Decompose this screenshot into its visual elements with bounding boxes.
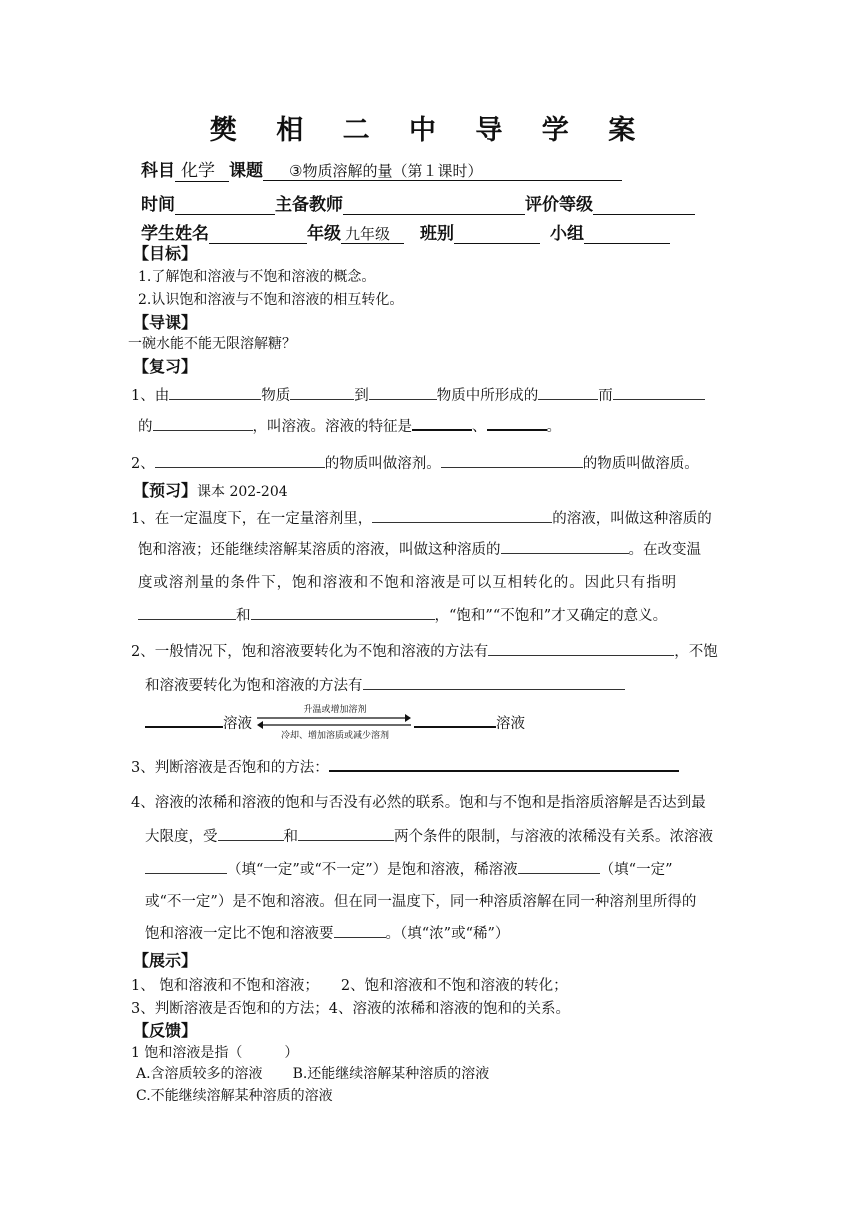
p1-blank-1[interactable] (372, 508, 552, 523)
p4-l2-text-a: 大限度，受 (145, 829, 218, 845)
p2-l2-text: 和溶液要转化为饱和溶液的方法有 (145, 678, 363, 694)
p2-blank-2[interactable] (363, 675, 625, 690)
option-c[interactable]: C.不能继续溶解某种溶质的溶液 (136, 1088, 333, 1104)
grade-eval-field[interactable] (593, 197, 695, 215)
review-heading: 【复习】 (133, 357, 198, 376)
q1-blank-2[interactable] (290, 385, 354, 400)
subject-label: 科目 (141, 161, 175, 181)
time-field[interactable] (175, 197, 275, 215)
preview-p4-line3 (145, 858, 672, 879)
goal-item-1: 1.了解饱和溶液与不饱和溶液的概念。 (138, 269, 376, 285)
p2-blank-1[interactable] (488, 641, 674, 656)
q1-blank-3[interactable] (369, 385, 437, 400)
conversion-right-label: 溶液 (496, 716, 525, 732)
preview-heading: 【预习】 (133, 481, 198, 500)
intro-heading: 【导课】 (133, 313, 198, 332)
q2-blank-1[interactable] (155, 453, 325, 468)
teacher-field[interactable] (343, 197, 525, 215)
subject-value[interactable]: 化学 (175, 161, 229, 182)
class-field[interactable] (454, 226, 540, 244)
p4-l3-text-a: （填“一定”或“不一定”）是饱和溶液，稀溶液 (227, 862, 518, 878)
p1-l2-text-b: 。在改变温 (628, 542, 701, 558)
header-time-row (141, 190, 695, 215)
p4-l5-text-a: 饱和溶液一定比不饱和溶液要 (145, 926, 334, 942)
intro-text: 一碗水能不能无限溶解糖？ (128, 336, 296, 352)
display-line2: 3、判断溶液是否饱和的方法；4、溶液的浓稀和溶液的饱和的关系。 (131, 1001, 570, 1017)
conversion-left-blank[interactable] (145, 712, 223, 728)
q1-line2-prefix: 的 (138, 419, 153, 435)
backward-arrowhead (257, 721, 263, 729)
display-item-2: 2、饱和溶液和不饱和溶液的转化； (340, 978, 568, 994)
topic-value[interactable]: ③物质溶解的量（第１课时） (263, 162, 622, 181)
forward-arrowhead (405, 714, 411, 722)
q1-blank-7[interactable] (412, 415, 472, 431)
p4-l5-text-b: 。（填“浓”或“稀”） (385, 926, 510, 942)
p4-blank-3[interactable] (145, 859, 227, 874)
arrow-bottom-label: 冷却、增加溶质或减少溶剂 (280, 731, 390, 741)
option-b[interactable]: B.还能继续溶解某种溶质的溶液 (292, 1066, 490, 1082)
group-label: 小组 (550, 224, 585, 244)
p4-blank-4[interactable] (518, 859, 600, 874)
display-line1 (131, 974, 568, 995)
class-label: 班别 (420, 224, 455, 244)
p1-l1-text-b: 的溶液，叫做这种溶质的 (552, 511, 712, 527)
p2-l1-text-a: 2、一般情况下，饱和溶液要转化为不饱和溶液的方法有 (131, 644, 489, 660)
p4-blank-5[interactable] (334, 923, 386, 938)
grade-value[interactable]: 九年级 (341, 225, 404, 244)
p4-blank-2[interactable] (298, 826, 394, 841)
preview-p4-line5 (145, 922, 509, 943)
q1-text-b: 到 (354, 388, 369, 404)
q2-prefix: 2、 (131, 456, 155, 472)
p1-blank-2[interactable] (501, 539, 629, 554)
review-q1-line2 (138, 415, 561, 436)
p1-blank-4[interactable] (251, 605, 435, 620)
teacher-label: 主备教师 (275, 195, 343, 215)
conversion-arrows (255, 702, 415, 742)
header-subject-row (141, 156, 622, 181)
q2-text-a: 的物质叫做溶剂。 (324, 456, 441, 472)
q1-line2-text: ，叫溶液。溶液的特征是 (252, 419, 412, 435)
grade-label: 年级 (307, 224, 341, 244)
group-field[interactable] (584, 226, 670, 244)
display-heading: 【展示】 (133, 951, 198, 970)
q1-blank-8[interactable] (487, 415, 547, 431)
preview-p2-line1 (131, 640, 718, 661)
p1-l1-text-a: 1、在一定温度下，在一定量溶剂里， (131, 511, 373, 527)
preview-p1-line1 (131, 507, 712, 528)
goal-item-2: 2.认识饱和溶液与不饱和溶液的相互转化。 (138, 292, 404, 308)
goals-heading: 【目标】 (133, 244, 198, 263)
q1-prefix: 1、由 (131, 388, 170, 404)
q1-text-c: 物质中所形成的 (436, 388, 539, 404)
q1-text-d: 而 (598, 388, 613, 404)
p2-l1-text-b: ，不饱 (674, 644, 718, 660)
preview-p1-line4 (138, 604, 667, 625)
p4-blank-1[interactable] (218, 826, 284, 841)
conversion-left (145, 712, 252, 733)
q1-blank-5[interactable] (613, 385, 705, 400)
q1-end: 。 (546, 419, 561, 435)
q2-text-b: 的物质叫做溶质。 (582, 456, 699, 472)
q1-blank-1[interactable] (169, 385, 261, 400)
preview-heading-row (133, 478, 288, 501)
p3-text: 3、判断溶液是否饱和的方法： (131, 760, 329, 776)
display-item-1: 1、 饱和溶液和不饱和溶液； (131, 978, 319, 994)
p4-l3-text-b: （填“一定” (599, 862, 673, 878)
review-q1-line1 (131, 384, 705, 405)
conversion-right-blank[interactable] (414, 712, 496, 728)
preview-ref: 课本 202-204 (197, 484, 288, 500)
document-title: 樊 相 二 中 导 学 案 (209, 115, 651, 146)
preview-p1-line3: 度或溶剂量的条件下，饱和溶液和不饱和溶液是可以互相转化的。因此只有指明 (138, 575, 677, 591)
grade-eval-label: 评价等级 (525, 195, 593, 215)
p4-l2-text-c: 两个条件的限制，与溶液的浓稀没有关系。浓溶液 (394, 829, 713, 845)
review-q2 (131, 452, 699, 473)
q1-text-a: 物质 (261, 388, 291, 404)
student-label: 学生姓名 (141, 224, 209, 244)
p1-l2-text-a: 饱和溶液；还能继续溶解某溶质的溶液，叫做这种溶质的 (138, 542, 501, 558)
topic-label: 课题 (229, 161, 263, 181)
q1-blank-6[interactable] (153, 416, 253, 431)
time-label: 时间 (141, 195, 175, 215)
student-field[interactable] (209, 226, 307, 244)
preview-p4-line4: 或“不一定”）是不饱和溶液。但在同一温度下，同一种溶质溶解在同一种溶剂里所得的 (145, 894, 697, 910)
preview-p3 (131, 756, 679, 777)
preview-p2-line2 (145, 674, 625, 695)
preview-p4-line1: 4、溶液的浓稀和溶液的饱和与否没有必然的联系。饱和与不饱和是指溶质溶解是否达到最 (131, 795, 706, 811)
p1-l4-text-a: 和 (236, 608, 251, 624)
arrow-top-label: 升温或增加溶剂 (303, 705, 367, 715)
feedback-q1-options-ab (136, 1063, 489, 1083)
p4-l2-text-b: 和 (283, 829, 298, 845)
q1-sep: 、 (472, 419, 487, 435)
q1-blank-4[interactable] (538, 385, 598, 400)
p3-blank[interactable] (329, 756, 679, 772)
q2-blank-2[interactable] (441, 453, 583, 468)
p1-blank-3[interactable] (138, 605, 236, 620)
p1-l4-text-b: ，“饱和”“不饱和”才又确定的意义。 (434, 608, 668, 624)
conversion-left-label: 溶液 (223, 716, 252, 732)
header-student-row (141, 219, 670, 244)
feedback-q1: 1 饱和溶液是指（ ） (131, 1045, 299, 1061)
feedback-heading: 【反馈】 (133, 1021, 198, 1040)
preview-p4-line2 (145, 825, 713, 846)
conversion-right (414, 712, 525, 733)
preview-p1-line2 (138, 538, 701, 559)
option-a[interactable]: A.含溶质较多的溶液 (136, 1066, 263, 1082)
